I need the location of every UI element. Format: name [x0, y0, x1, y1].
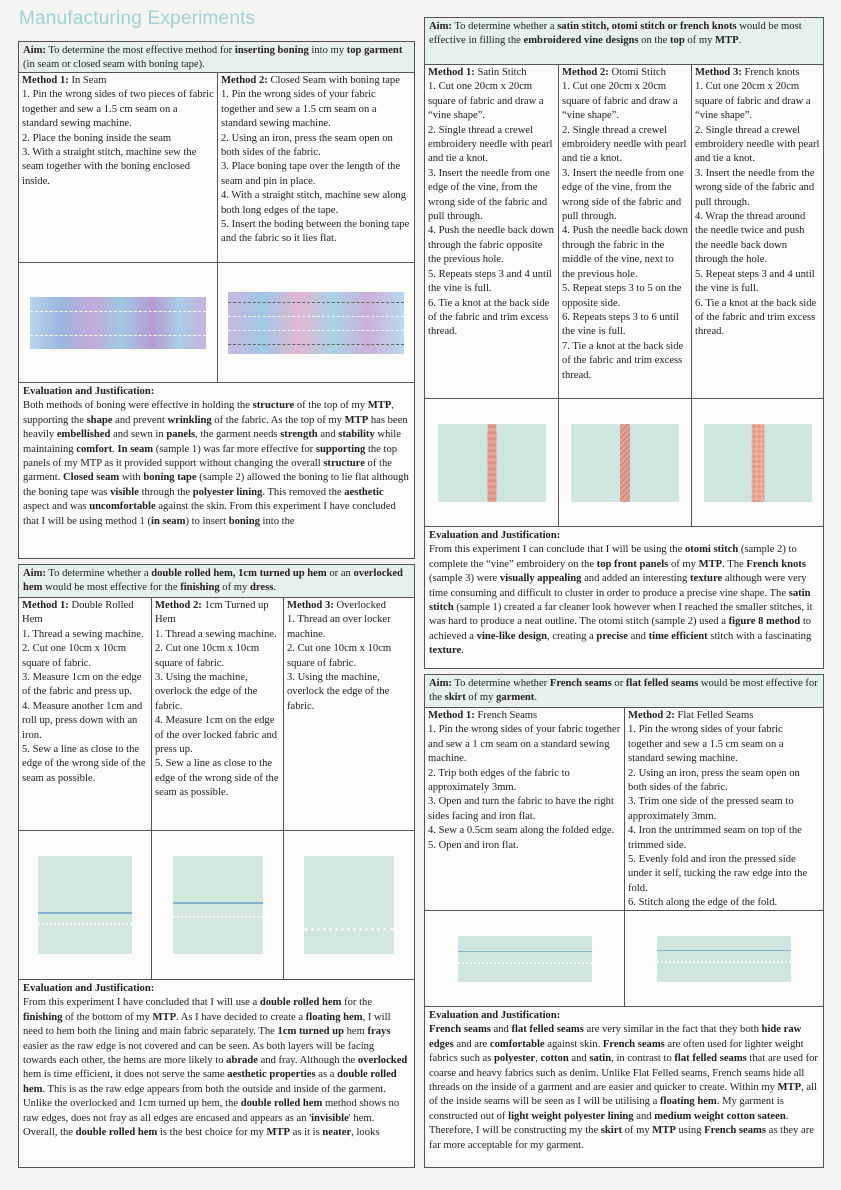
- hem-method-2: Method 2: 1cm Turned up Hem 1. Thread a sewing machine. 2. Cut one 10cm x 10cm square of fabric. 3. Using the machine, overlock the edge of the fabric. 4. Measure 1cm on the edge of the over locked fabric and press up. 5. Sew a line as close to the edge of the wrong side of the seam as possible.: [151, 598, 283, 830]
- boning-aim: Aim: To determine the most effective method for inserting boning into my top garment (in seam or closed seam with boning tape).: [19, 42, 414, 73]
- page-title: Manufacturing Experiments: [19, 8, 256, 29]
- hem-method-3: Method 3: Overlocked 1. Thread an over locker machine. 2. Cut one 10cm x 10cm square of fabric. 3. Using the machine, overlock the edge of the fabric.: [283, 598, 414, 830]
- embroidery-aim: Aim: To determine whether a satin stitch, otomi stitch or french knots would be most effective in filling the embroidered vine designs on the top of my MTP.: [425, 18, 823, 65]
- hem-evaluation: Evaluation and Justification: From this experiment I have concluded that I will use a double rolled hem for the finishing of the bottom of my MTP. As I have decided to create a floating hem, I will need to hem both the lining and main fabric separately. The 1cm turned up hem frays easier as the raw edge is not covered and can be seen. As both layers will be facing towards each other, the hems are more likely to abrade and fray. Although the overlocked hem is time efficient, it does not serve the same aesthetic properties as a double rolled hem. This is as the raw edge appears from both the outside and inside of the garment. Unlike the overlocked and 1cm turned up hem, the double rolled hem method shows no raw edges, does not fray as all edges are encased and appears as an 'invisible' hem. Overall, the double rolled hem is the best choice for my MTP as it is neater, looks: [23, 983, 408, 1139]
- embroidery-method-1: Method 1: Satin Stitch 1. Cut one 20cm x 20cm square of fabric and draw a “vine shape”. 2. Single thread a crewel embroidery needle with pearl and tie a knot. 3. Insert the needle from one edge of the vine, from the wrong side of the fabric and pull through. 4. Push the needle back down through the fabric opposite the previous hole. 5. Repeats steps 3 and 4 until the vine is full. 6. Tie a knot at the back side of the fabric and trim excess thread.: [428, 67, 554, 338]
- french-knots-image: [691, 399, 823, 526]
- seams-method-2: Method 2: Flat Felled Seams 1. Pin the wrong sides of your fabric together and sew a 1.5 cm seam on a standard sewing machine. 2. Using an iron, press the seam open on both sides of the fabric. 3. Trim one side of the pressed seam to approximately 3mm. 4. Iron the untrimmed seam on top of the trimmed side. 5. Evenly fold and iron the pressed side under it self, tucking the raw edge into the fold. 6. Stitch along the edge of the fold.: [624, 708, 823, 910]
- in-seam-sample-image: [19, 263, 217, 382]
- boning-method-2: Method 2: Closed Seam with boning tape 1. Pin the wrong sides of your fabric together and sew a 1.5 cm seam on a standard sewing machine. 2. Using an iron, press the seam open on both sides of the fabric. 3. Place boning tape over the length of the seam and pin in place. 4. With a straight stitch, machine sew along both long edges of the tape. 5. Insert the boding between the boning tape and the fabric so it lies flat.: [217, 73, 414, 262]
- overlocked-hem-image: [283, 831, 414, 979]
- boning-evaluation: Evaluation and Justification: Both methods of boning were effective in holding the structure of the top of my MTP, supporting the shape and prevent wrinkling of the fabric. As the top of my MTP has been heavily embellished and sewn in panels, the garment needs strength and stability while maintaining comfort. In seam (sample 1) was far more effective for supporting the top panels of my MTP as it provided support without changing the overall structure of the garment. Closed seam with boning tape (sample 2) allowed the boning to lie flat although the boning tape was visible through the polyester lining. This removed the aesthetic aspect and was uncomfortable against the skin. From this experiment I have concluded that I will be using method 1 (in seam) to insert boning into the: [23, 386, 409, 527]
- satin-stitch-image: [425, 399, 558, 526]
- seams-method-1: Method 1: French Seams 1. Pin the wrong sides of your fabric together and sew a 1 cm seam on a standard sewing machine. 2. Trip both edges of the fabric to approximately 3mm. 3. Open and turn the fabric to have the right sides facing and iron flat. 4. Sew a 0.5cm seam along the folded edge. 5. Open and iron flat.: [428, 710, 621, 851]
- boning-method-1: Method 1: In Seam 1. Pin the wrong sides of two pieces of fabric together and sew a 1.5 cm seam on a standard sewing machine. 2. Place the boning inside the seam 3. With a straight stitch, machine sew the seam together with the boning enclosed inside.: [22, 75, 214, 187]
- hem-aim: Aim: To determine whether a double rolled hem, 1cm turned up hem or an overlocked hem would be most effective for the finishing of my dress.: [19, 565, 414, 598]
- otomi-stitch-image: [558, 399, 691, 526]
- embroidery-method-2: Method 2: Otomi Stitch 1. Cut one 20cm x 20cm square of fabric and draw a “vine shape”. 2. Single thread a crewel embroidery needle with pearl and tie a knot. 3. Insert the needle from one edge of the vine, from the wrong side of the fabric and pull through. 4. Push the needle back down through the fabric in the middle of the vine, next to the previous hole. 5. Repeat steps 3 to 5 on the opposite side. 6. Repeats steps 3 to 6 until the vine is full. 7. Tie a knot at the back side of the fabric and trim excess thread.: [558, 65, 691, 398]
- seams-evaluation: Evaluation and Justification: French seams and flat felled seams are very similar in the fact that they both hide raw edges and are comfortable against skin. French seams are often used for lighter weight fabrics such as polyester, cotton and satin, in contrast to flat felled seams that are used for coarse and heavy fabrics such as denim. Unlike Flat Felled seams, French seams hide all threads on the inside of a garment and are easier and quicker to create. Within my MTP, all of the inside seams will be seen as I will be utilising a floating hem. My garment is constructed out of light weight polyester lining and medium weight cotton sateen. Therefore, I will be constructing my the skirt of my MTP using French seams as they are far more acceptable for my garment.: [429, 1010, 818, 1151]
- flat-felled-seam-image: [624, 911, 823, 1006]
- french-seam-image: [425, 911, 624, 1006]
- turned-up-hem-image: [151, 831, 283, 979]
- hem-experiment: [18, 564, 415, 1168]
- boning-experiment: [18, 41, 415, 559]
- seams-aim: Aim: To determine whether French seams or flat felled seams would be most effective for the skirt of my garment.: [425, 675, 823, 708]
- closed-seam-sample-image: [217, 263, 414, 382]
- seams-experiment: [424, 674, 824, 1168]
- double-rolled-hem-image: [19, 831, 151, 979]
- hem-method-1: Method 1: Double Rolled Hem 1. Thread a sewing machine. 2. Cut one 10cm x 10cm square of fabric. 3. Measure 1cm on the edge of the fabric and press up. 4. Measure another 1cm and roll up, press down with an iron. 5. Sew a line as close to the edge of the wrong side of the seam as possible.: [22, 600, 146, 784]
- embroidery-evaluation: Evaluation and Justification: From this experiment I can conclude that I will be using the otomi stitch (sample 2) to complete the “vine” embroidery on the top front panels of my MTP. The French knots (sample 3) were visually appealing and added an interesting texture although were very time consuming and difficult to cluster in order to produce a precise vine shape. The satin stitch (sample 1) created a far cleaner look however when I reached the smaller stitches, it was hard to produce a neat outline. The otomi stitch (sample 2) used a figure 8 method to achieved a vine-like design, creating a precise and time efficient stitch with a fascinating texture.: [429, 530, 813, 657]
- embroidery-method-3: Method 3: French knots 1. Cut one 20cm x 20cm square of fabric and draw a “vine shape”. 2. Single thread a crewel embroidery needle with pearl and tie a knot. 3. Insert the needle from the wrong side of the fabric and pull through. 4. Wrap the thread around the needle twice and push the needle back down through the hole. 5. Repeat steps 3 and 4 until the vine is full. 6. Tie a knot at the back side of the fabric and trim excess thread.: [691, 65, 823, 398]
- embroidery-experiment: [424, 17, 824, 669]
